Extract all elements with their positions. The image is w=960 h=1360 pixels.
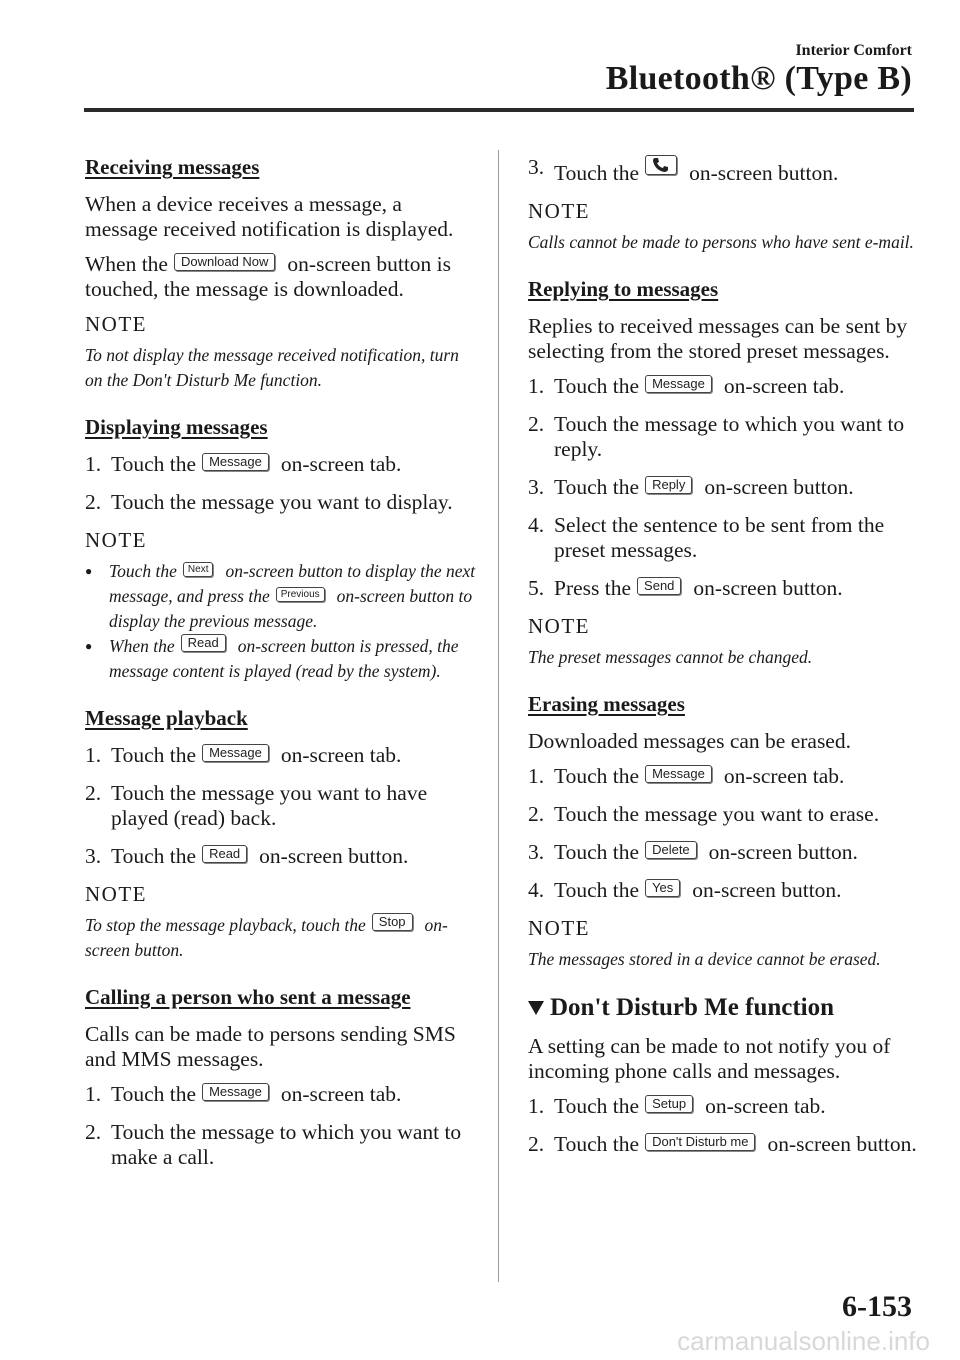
- section-heading-erasing: Erasing messages: [528, 692, 685, 716]
- step-item: 2. Touch the message you want to display.: [85, 490, 453, 514]
- section-heading-replying: Replying to messages: [528, 277, 719, 301]
- bullet-icon: ●: [85, 639, 93, 653]
- paragraph: A setting can be made to not notify you of incoming phone calls and messages.: [528, 1034, 891, 1083]
- note-label: NOTE: [528, 614, 590, 638]
- delete-button: Delete: [645, 841, 697, 859]
- read-button: Read: [181, 634, 226, 652]
- section-heading-receiving: Receiving messages: [85, 155, 260, 179]
- note-text: The messages stored in a device cannot be erased.: [528, 949, 881, 969]
- section-heading-displaying: Displaying messages: [85, 415, 268, 439]
- paragraph: Replies to received messages can be sent by selecting from the stored preset messages.: [528, 314, 908, 363]
- section-heading-dnd: Don't Disturb Me function: [528, 994, 923, 1022]
- note-bullet: ● When the Read on-screen button is pressed, the message content is played (read by the system).: [85, 634, 480, 684]
- note-text: To not display the message received notification, turn on the Don't Disturb Me function.: [85, 345, 459, 390]
- step-item: 3. Touch the Reply on-screen button.: [528, 475, 854, 499]
- triangle-marker-icon: [528, 1001, 544, 1015]
- setup-tab-button: Setup: [645, 1095, 693, 1113]
- note-label: NOTE: [85, 312, 147, 336]
- download-now-button: Download Now: [174, 253, 275, 271]
- paragraph: When the Download Now on-screen button is touched, the message is downloaded.: [85, 252, 452, 301]
- bullet-icon: ●: [85, 564, 93, 578]
- note-label: NOTE: [528, 916, 590, 940]
- note-label: NOTE: [85, 528, 147, 552]
- step-item: 3. Touch the Read on-screen button.: [85, 844, 409, 868]
- reply-button: Reply: [645, 476, 692, 494]
- section-heading-calling: Calling a person who sent a message: [85, 985, 411, 1009]
- left-column: [85, 155, 480, 1183]
- next-button: Next: [183, 562, 214, 577]
- note-text: Calls cannot be made to persons who have sent e-mail.: [528, 232, 914, 252]
- send-button: Send: [637, 577, 681, 595]
- step-item: 1. Touch the Message on-screen tab.: [528, 374, 845, 398]
- header-section-label: Interior Comfort: [795, 42, 912, 59]
- watermark: carmanualsonline.info: [677, 1326, 930, 1356]
- note-text: The preset messages cannot be changed.: [528, 647, 813, 667]
- step-item: 1. Touch the Message on-screen tab.: [85, 452, 402, 476]
- step-item: 4. Touch the Yes on-screen button.: [528, 878, 842, 902]
- note-text: To stop the message playback, touch the Stop on-screen button.: [85, 914, 448, 960]
- step-item: 1. Touch the Setup on-screen tab.: [528, 1094, 826, 1118]
- paragraph: When a device receives a message, a message received notification is displayed.: [85, 192, 454, 241]
- step-item: 4. Select the sentence to be sent from the preset messages.: [528, 513, 885, 562]
- step-item: 1. Touch the Message on-screen tab.: [528, 764, 845, 788]
- column-divider: [498, 150, 499, 1282]
- note-label: NOTE: [85, 882, 147, 906]
- message-tab-button: Message: [202, 453, 269, 471]
- message-tab-button: Message: [202, 1083, 269, 1101]
- stop-button: Stop: [372, 913, 413, 931]
- step-item: 3. Touch the Delete on-screen button.: [528, 840, 858, 864]
- step-item: 2. Touch the message you want to erase.: [528, 802, 880, 826]
- step-item: 2. Touch the message to which you want to make a call.: [85, 1120, 462, 1169]
- step-item: 1. Touch the Message on-screen tab.: [85, 743, 402, 767]
- paragraph: Downloaded messages can be erased.: [528, 729, 851, 753]
- read-button: Read: [202, 845, 247, 863]
- step-item: 2. Touch the Don't Disturb me on-screen button.: [528, 1132, 917, 1156]
- message-tab-button: Message: [202, 744, 269, 762]
- note-label: NOTE: [528, 199, 590, 223]
- step-item: 1. Touch the Message on-screen tab.: [85, 1082, 402, 1106]
- page-title: Bluetooth® (Type B): [605, 60, 912, 97]
- dont-disturb-me-button: Don't Disturb me: [645, 1133, 755, 1151]
- right-column: [528, 155, 923, 1170]
- step-item: 3. Touch the on-screen button.: [528, 155, 839, 185]
- message-tab-button: Message: [645, 375, 712, 393]
- step-item: 2. Touch the message you want to have played (read) back.: [85, 781, 428, 830]
- yes-button: Yes: [645, 879, 680, 897]
- header-rule: [84, 108, 914, 112]
- note-bullet: ● Touch the Next on-screen button to display the next message, and press the Previous on-screen button to display the previous message.: [85, 559, 480, 634]
- page-number: 6-153: [842, 1290, 912, 1323]
- step-item: 2. Touch the message to which you want to reply.: [528, 412, 905, 461]
- phone-icon: [645, 155, 677, 175]
- step-item: 5. Press the Send on-screen button.: [528, 576, 843, 600]
- message-tab-button: Message: [645, 765, 712, 783]
- paragraph: Calls can be made to persons sending SMS and MMS messages.: [85, 1022, 456, 1071]
- section-heading-playback: Message playback: [85, 706, 248, 730]
- previous-button: Previous: [276, 587, 325, 602]
